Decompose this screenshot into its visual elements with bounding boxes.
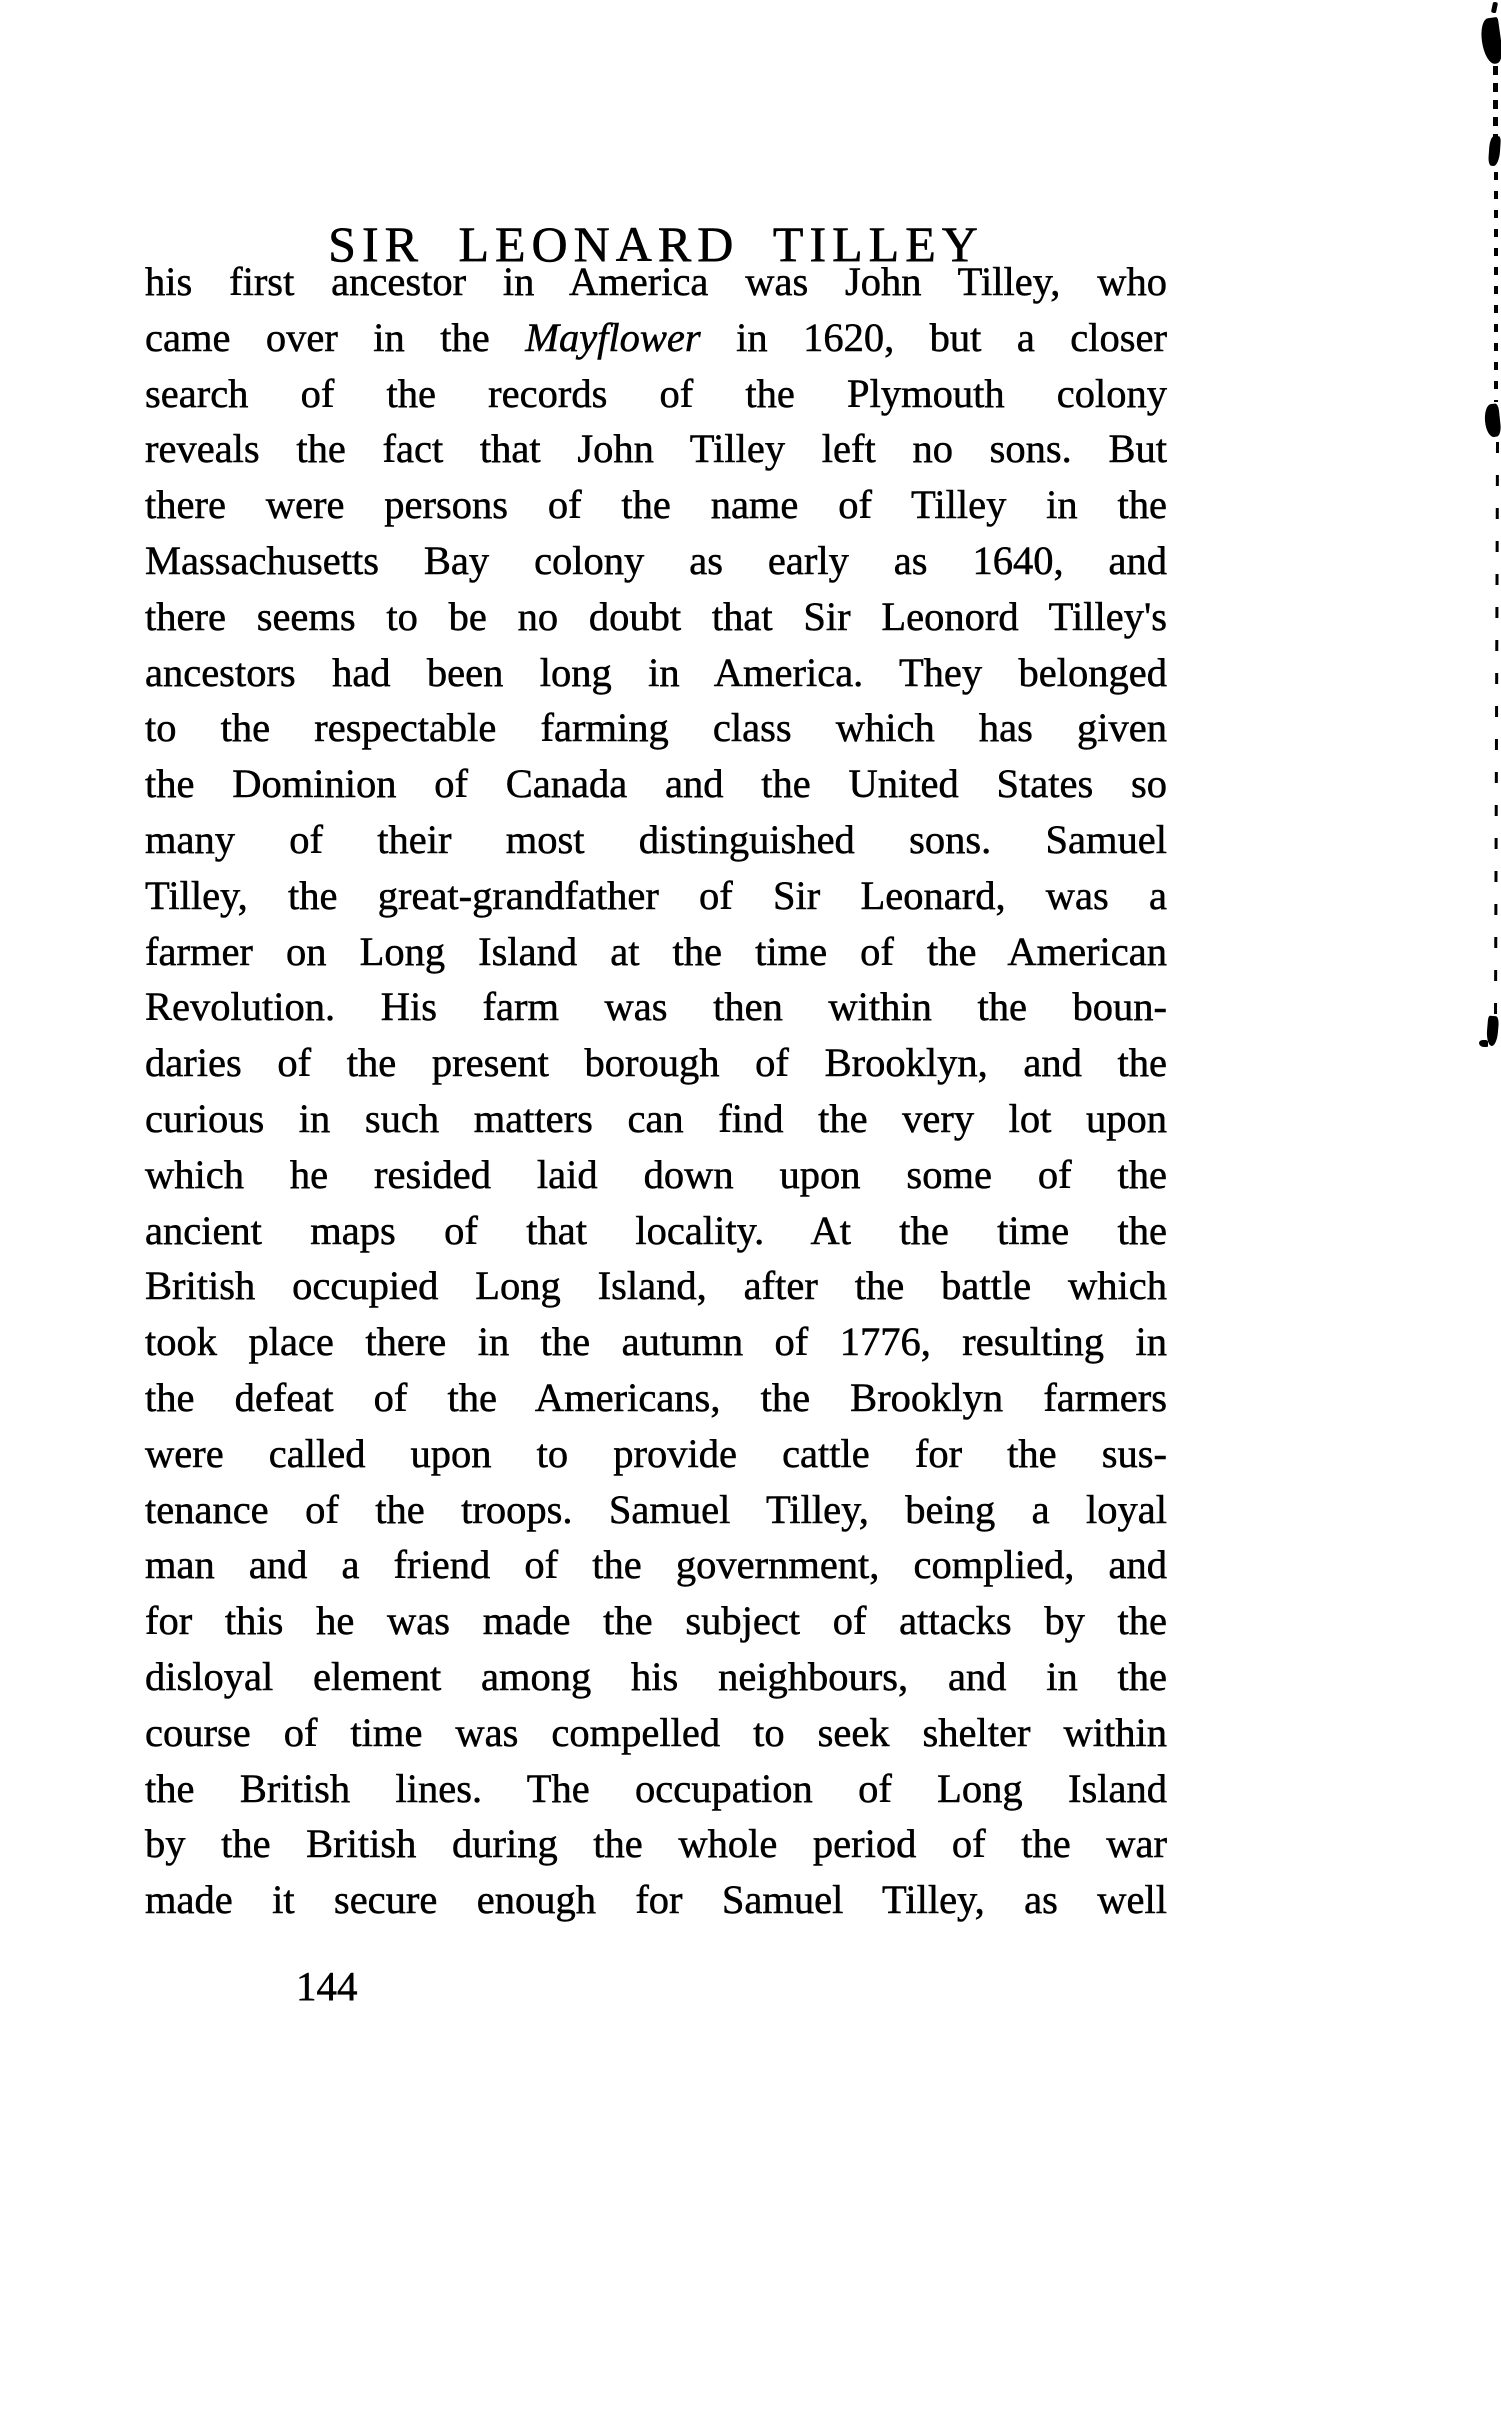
scan-artifact-dashes [1494, 442, 1499, 1017]
text-line: the Dominion of Canada and the United States so [145, 761, 1167, 807]
scan-artifact-speck [1491, 2, 1498, 14]
text-line: which he resided laid down upon some of the [145, 1151, 1167, 1197]
text-line: British occupied Long Island, after the battle which [145, 1263, 1167, 1309]
scan-artifact-blob [1479, 1040, 1488, 1047]
scan-artifact-blob [1483, 403, 1501, 437]
italic-text: Mayflower [525, 314, 701, 360]
text-line: Revolution. His farm was then within the boun- [145, 984, 1167, 1030]
text-line: disloyal element among his neighbours, and in the [145, 1653, 1167, 1699]
text-line: tenance of the troops. Samuel Tilley, being a loyal [145, 1486, 1167, 1532]
text-line: there seems to be no doubt that Sir Leonord Tilley's [145, 593, 1167, 639]
text-line: ancestors had been long in America. They belonged [145, 649, 1167, 695]
text-line: by the British during the whole period of the war [145, 1821, 1167, 1867]
page-number: 144 [296, 1963, 358, 2009]
text-line: farmer on Long Island at the time of the American [145, 928, 1167, 974]
text-line: made it secure enough for Samuel Tilley, as well [145, 1877, 1167, 1923]
text-line: took place there in the autumn of 1776, resulting in [145, 1319, 1167, 1365]
scan-artifact-blob [1479, 17, 1501, 65]
text-line: the British lines. The occupation of Long Island [145, 1765, 1167, 1811]
text-line: there were persons of the name of Tilley in the [145, 482, 1167, 528]
body-text [145, 254, 1167, 1928]
text-line: curious in such matters can find the very lot upon [145, 1095, 1167, 1141]
scan-artifact-blob [1488, 136, 1501, 167]
text-line: reveals the fact that John Tilley left no sons. But [145, 426, 1167, 472]
text-line: daries of the present borough of Brooklyn, and the [145, 1040, 1167, 1086]
text-line: Tilley, the great-grandfather of Sir Leonard, was a [145, 872, 1167, 918]
text-line: for this he was made the subject of attacks by the [145, 1598, 1167, 1644]
text-line: Massachusetts Bay colony as early as 1640, and [145, 537, 1167, 583]
text-line: came over in the Mayflower in 1620, but a closer [145, 314, 1168, 360]
text-line: many of their most distinguished sons. Samuel [145, 816, 1167, 862]
text-line: ancient maps of that locality. At the time the [145, 1207, 1167, 1253]
text-line: search of the records of the Plymouth colony [145, 370, 1167, 416]
page-title: SIR LEONARD TILLEY [328, 215, 984, 272]
text-line: were called upon to provide cattle for the sus- [145, 1430, 1167, 1476]
text-line: the defeat of the Americans, the Brooklyn farmers [145, 1374, 1167, 1420]
text-line: to the respectable farming class which has given [145, 705, 1167, 751]
scan-artifact-dashes [1494, 172, 1498, 402]
text-line: his first ancestor in America was John Tilley, who [145, 259, 1167, 304]
text-line: man and a friend of the government, complied, and [145, 1542, 1167, 1588]
text-line: course of time was compelled to seek shelter within [145, 1709, 1167, 1755]
